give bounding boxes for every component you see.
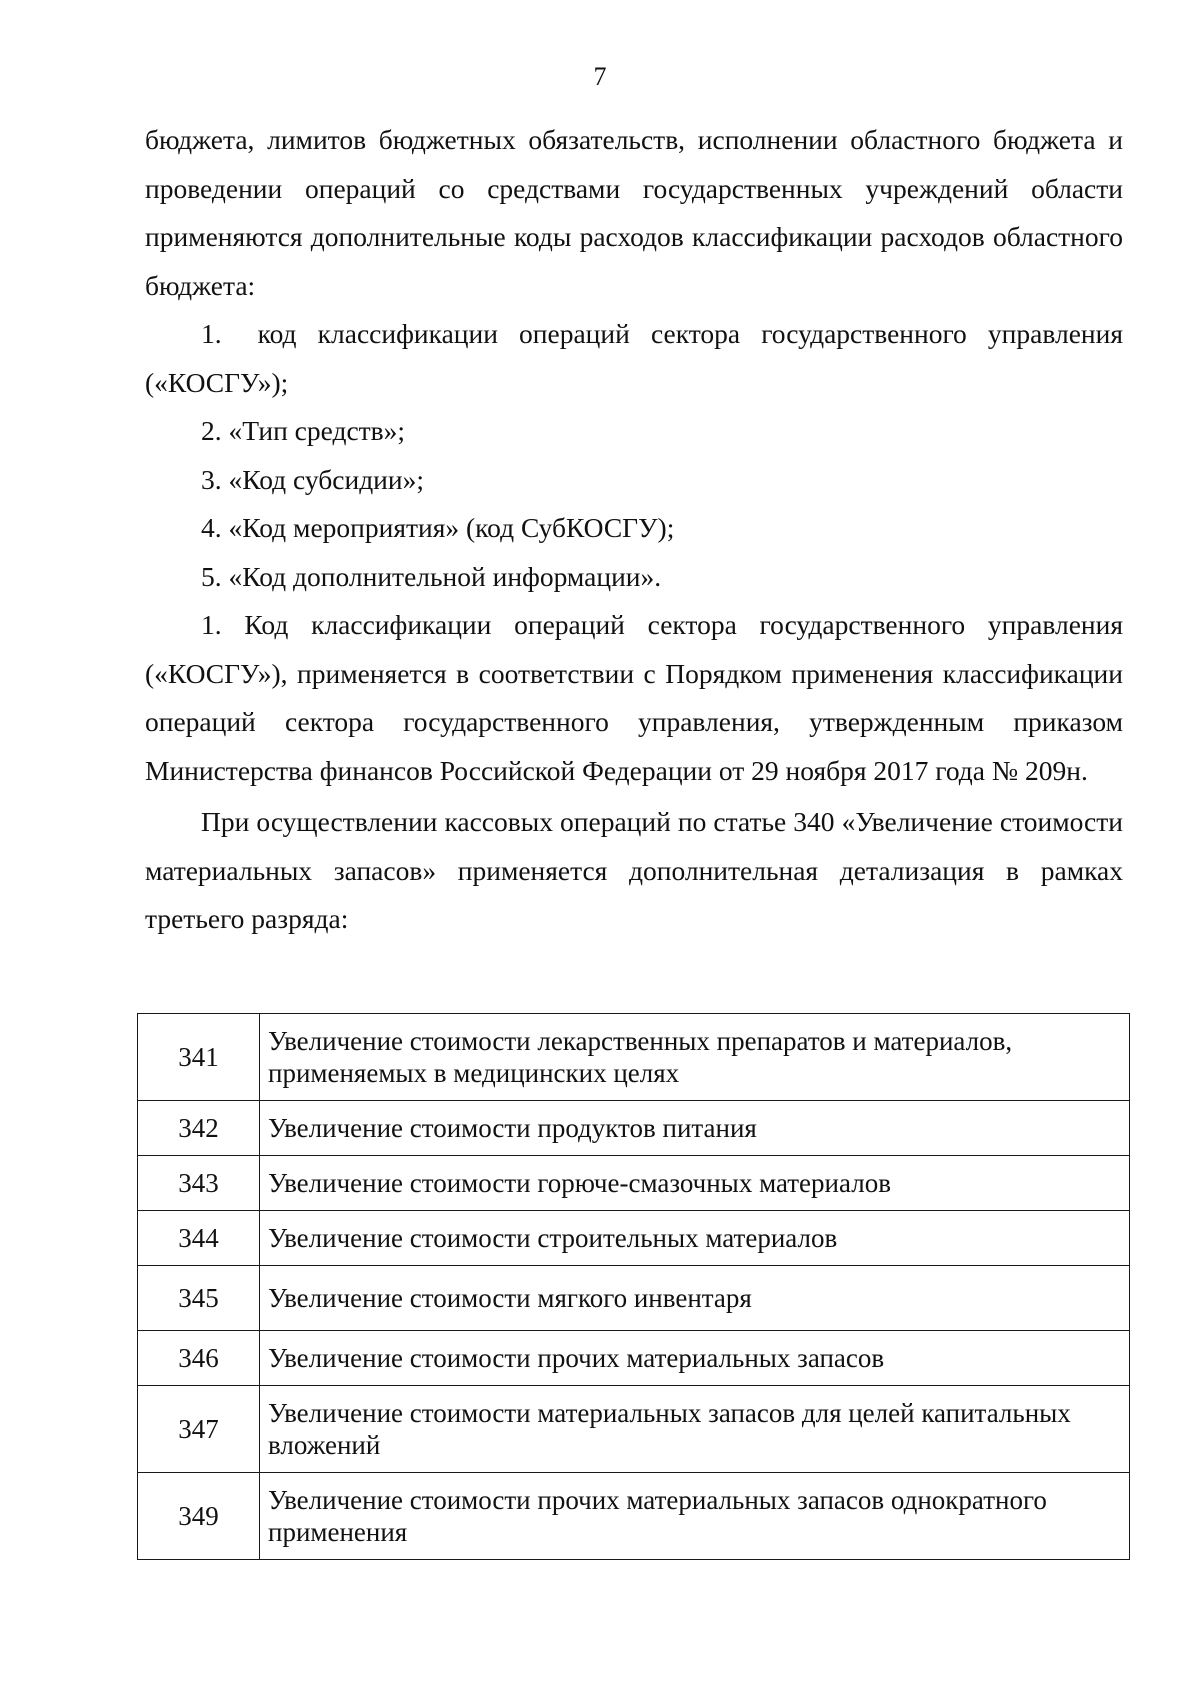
code-cell: 346 <box>138 1331 260 1386</box>
list-item-text: «Код субсидии»; <box>228 463 425 495</box>
description-cell: Увеличение стоимости строительных материалов <box>260 1211 1130 1266</box>
list-item-4 <box>145 504 1123 553</box>
code-cell: 347 <box>138 1386 260 1473</box>
code-cell: 342 <box>138 1101 260 1156</box>
code-cell: 349 <box>138 1473 260 1560</box>
description-cell: Увеличение стоимости материальных запасов для целей капитальных вложений <box>260 1386 1130 1473</box>
code-cell: 343 <box>138 1156 260 1211</box>
list-item-number: 1. <box>201 318 222 349</box>
table-row <box>138 1386 1130 1473</box>
page-number: 7 <box>593 62 607 91</box>
description-cell: Увеличение стоимости прочих материальных запасов однократного применения <box>260 1473 1130 1560</box>
list-item-text: «Код дополнительной информации». <box>228 560 662 592</box>
description-cell: Увеличение стоимости лекарственных препаратов и материалов, применяемых в медицинских целях <box>260 1014 1130 1101</box>
list-item-text: «Тип средств»; <box>228 415 406 446</box>
table-row <box>138 1473 1130 1560</box>
list-item-1 <box>145 310 1123 407</box>
codes-table <box>137 1013 1130 1560</box>
description-cell: Увеличение стоимости прочих материальных запасов <box>260 1331 1130 1386</box>
code-cell: 345 <box>138 1266 260 1331</box>
table-row <box>138 1101 1130 1156</box>
body-text <box>145 116 1123 944</box>
list-item-3 <box>145 456 1123 505</box>
list-item-5 <box>145 553 1123 602</box>
kosgu-paragraph: 1. Код классификации операций сектора государственного управления («КОСГУ»), применяется в соответствии с Порядком применения классификации операций сектора государственного управления, утвержденным приказом Министерства финансов Российской Федерации от 29 ноября 2017 года № 209н. <box>145 609 1123 786</box>
code-cell: 341 <box>138 1014 260 1101</box>
list-item-text: «Код мероприятия» (код СубКОСГУ); <box>228 512 675 543</box>
description-cell: Увеличение стоимости мягкого инвентаря <box>260 1266 1130 1331</box>
list-item-number: 3. <box>201 463 222 495</box>
table-row <box>138 1014 1130 1101</box>
list-item-2 <box>145 407 1123 456</box>
intro-paragraph: бюджета, лимитов бюджетных обязательств, исполнении областного бюджета и проведении операций со средствами государственных учреждений области применяются дополнительные коды расходов классификации расходов областного бюджета: <box>145 124 1123 301</box>
description-cell: Увеличение стоимости горюче-смазочных материалов <box>260 1156 1130 1211</box>
list-item-text: код классификации операций сектора государственного управления («КОСГУ»); <box>145 318 1123 398</box>
table-row <box>138 1331 1130 1386</box>
list-item-number: 2. <box>201 415 222 446</box>
code-cell: 344 <box>138 1211 260 1266</box>
table-row <box>138 1156 1130 1211</box>
list-item-number: 5. <box>201 560 222 592</box>
description-cell: Увеличение стоимости продуктов питания <box>260 1101 1130 1156</box>
article-340-paragraph: При осуществлении кассовых операций по статье 340 «Увеличение стоимости материальных запасов» применяется дополнительная детализация в рамках третьего разряда: <box>145 806 1123 934</box>
table-row <box>138 1211 1130 1266</box>
list-item-number: 4. <box>201 512 222 543</box>
table-row <box>138 1266 1130 1331</box>
